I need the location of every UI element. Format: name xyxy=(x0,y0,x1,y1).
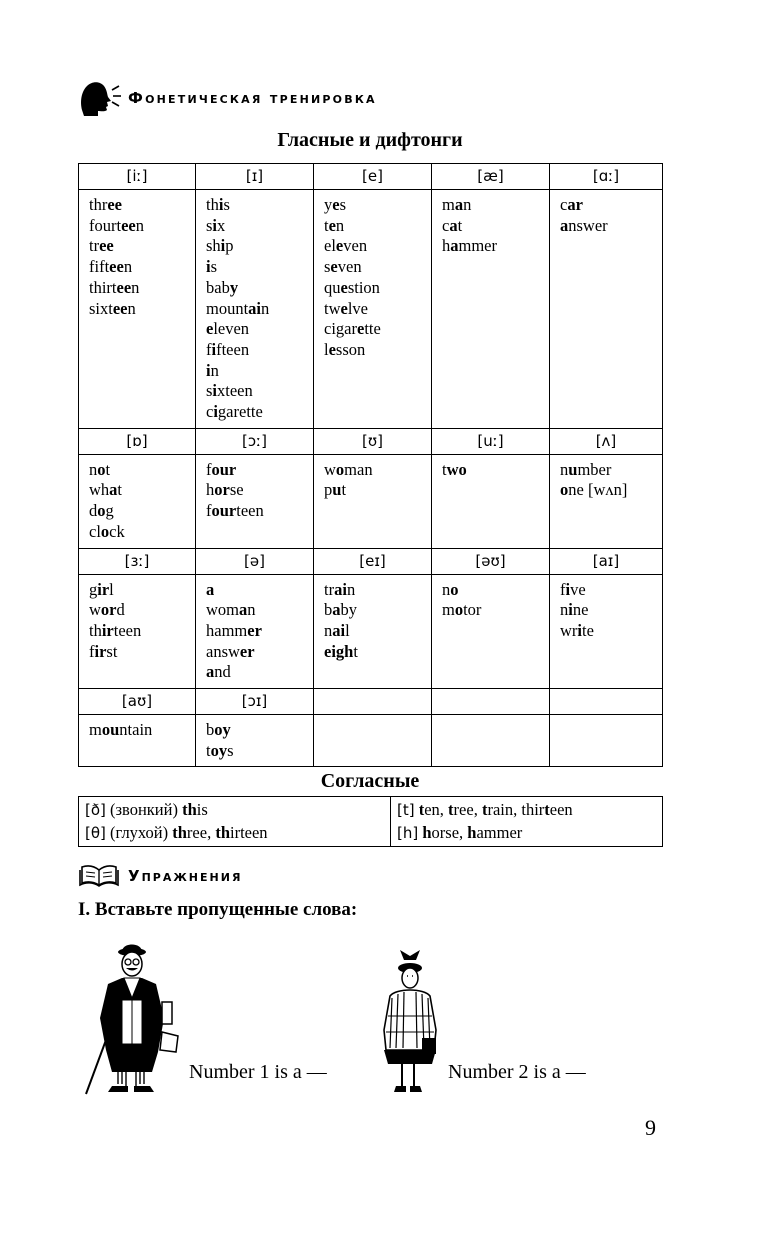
example-word: nail xyxy=(324,620,350,640)
phoneme-row xyxy=(79,689,663,715)
page-number: 9 xyxy=(645,1115,656,1140)
task-instruction: I. Вставьте пропущенные слова: xyxy=(78,899,358,920)
exercises-title: Упражнения xyxy=(128,867,243,885)
example-word: car xyxy=(560,195,583,214)
example-word: baby xyxy=(324,600,357,620)
example-word: nine xyxy=(560,600,589,620)
example-word: train xyxy=(481,800,514,819)
consonants-title: Согласные xyxy=(320,770,420,792)
example-word: baby xyxy=(206,277,239,297)
consonant-symbol: [t] xyxy=(397,801,415,819)
example-word: what xyxy=(89,480,123,500)
example-word: eight xyxy=(324,641,358,661)
phoneme-cell: [ɑː] xyxy=(550,164,663,190)
example-word: motor xyxy=(442,600,482,620)
example-word: this xyxy=(206,195,230,214)
words-cell xyxy=(79,715,196,767)
example-word: one [wʌn] xyxy=(560,480,628,500)
words-row xyxy=(79,715,663,767)
consonant-line: [ð] (звонкий) this xyxy=(85,800,208,819)
example-word: ship xyxy=(206,236,234,256)
phoneme-cell: [aʊ] xyxy=(79,689,196,715)
exercises-header xyxy=(78,862,242,890)
words-cell xyxy=(550,574,663,689)
example-word: is xyxy=(206,257,218,277)
example-word: two xyxy=(442,459,467,479)
caption-number-1: Number 1 is a — xyxy=(189,1061,327,1083)
consonants-other-cell xyxy=(391,797,663,847)
words-cell xyxy=(196,715,314,767)
example-word: question xyxy=(324,277,380,297)
section-header xyxy=(78,80,377,116)
phoneme-cell xyxy=(432,689,550,715)
example-word: lesson xyxy=(324,339,366,359)
example-word: answer xyxy=(560,215,608,235)
example-word: sixteen xyxy=(206,381,253,401)
words-cell xyxy=(432,190,550,429)
caption-number-2: Number 2 is a — xyxy=(448,1061,586,1083)
example-word: fifteen xyxy=(206,339,250,359)
phoneme-cell xyxy=(550,689,663,715)
example-word: thirteen xyxy=(521,800,573,819)
example-word: cigarette xyxy=(324,319,381,339)
consonants-voiced-cell xyxy=(79,797,391,847)
phoneme-cell: [aɪ] xyxy=(550,548,663,574)
phoneme-cell: [ɪ] xyxy=(196,164,314,190)
words-cell xyxy=(196,454,314,548)
phoneme-cell: [e] xyxy=(314,164,432,190)
example-word: put xyxy=(324,480,347,500)
example-word: clock xyxy=(89,521,125,541)
example-word: five xyxy=(560,579,586,599)
consonant-symbol: [ð] xyxy=(85,801,106,819)
phoneme-cell: [uː] xyxy=(432,428,550,454)
speaking-head-icon xyxy=(78,80,122,116)
example-word: boy xyxy=(206,720,231,740)
example-word: woman xyxy=(324,459,373,479)
consonant-line: [θ] (глухой) three, thirteen xyxy=(85,822,268,842)
phoneme-row xyxy=(79,164,663,190)
example-word: hammer xyxy=(467,822,523,842)
example-word: not xyxy=(89,459,111,479)
phoneme-cell: [iː] xyxy=(79,164,196,190)
words-cell xyxy=(314,190,432,429)
words-row xyxy=(79,190,663,429)
example-word: no xyxy=(442,579,459,599)
example-word: word xyxy=(89,600,125,620)
consonant-symbol: [h] xyxy=(397,823,419,842)
phoneme-cell: [ɜː] xyxy=(79,548,196,574)
words-cell xyxy=(79,574,196,689)
consonant-symbol: [θ] xyxy=(85,823,106,842)
example-word: ten xyxy=(418,800,440,819)
words-cell xyxy=(550,454,663,548)
words-cell xyxy=(79,190,196,429)
example-word: tree xyxy=(89,236,114,256)
example-word: horse xyxy=(422,822,460,842)
example-word: number xyxy=(560,459,612,479)
example-word: dog xyxy=(89,501,114,521)
example-word: train xyxy=(324,579,356,599)
words-cell xyxy=(196,190,314,429)
phoneme-cell: [ɒ] xyxy=(79,428,196,454)
words-cell xyxy=(432,574,550,689)
example-word: this xyxy=(182,800,208,819)
phoneme-cell: [ʌ] xyxy=(550,428,663,454)
example-word: cat xyxy=(442,215,463,235)
example-word: woman xyxy=(206,600,256,620)
phoneme-cell: [eɪ] xyxy=(314,548,432,574)
example-word: mountain xyxy=(89,720,153,740)
example-word: hammer xyxy=(206,620,262,640)
vowels-title: Гласные и дифтонги xyxy=(277,129,463,151)
phoneme-row xyxy=(79,548,663,574)
section-title: Фонетическая тренировка xyxy=(128,89,377,107)
words-cell xyxy=(432,454,550,548)
words-cell xyxy=(550,715,663,767)
example-word: yes xyxy=(324,195,346,214)
phoneme-cell: [ɔɪ] xyxy=(196,689,314,715)
lady-illustration xyxy=(376,946,442,1098)
example-word: mountain xyxy=(206,298,270,318)
consonants-row xyxy=(79,797,663,847)
open-book-icon xyxy=(78,863,120,889)
example-word: toys xyxy=(206,740,234,760)
example-word: man xyxy=(442,195,472,214)
example-word: eleven xyxy=(324,236,368,256)
example-word: girl xyxy=(89,579,114,599)
consonant-line: [t] ten, tree, train, thirteen xyxy=(397,800,573,819)
phoneme-cell: [æ] xyxy=(432,164,550,190)
words-row xyxy=(79,574,663,689)
example-word: a xyxy=(206,579,215,599)
phoneme-cell: [ə] xyxy=(196,548,314,574)
example-word: cigarette xyxy=(206,402,263,422)
consonant-line: [h] horse, hammer xyxy=(397,822,523,842)
gentleman-illustration xyxy=(78,940,184,1098)
example-word: eleven xyxy=(206,319,250,339)
words-cell xyxy=(196,574,314,689)
example-word: twelve xyxy=(324,298,368,318)
example-word: four xyxy=(206,459,237,479)
example-word: ten xyxy=(324,215,345,235)
example-word: thirteen xyxy=(89,620,142,640)
example-word: hammer xyxy=(442,236,497,256)
phoneme-cell: [ɔː] xyxy=(196,428,314,454)
example-word: three xyxy=(89,195,122,214)
example-word: fourteen xyxy=(89,215,144,235)
example-word: six xyxy=(206,215,226,235)
example-word: three xyxy=(172,822,208,842)
phoneme-cell xyxy=(314,689,432,715)
example-word: write xyxy=(560,620,594,640)
example-word: seven xyxy=(324,257,362,277)
phoneme-cell: [ʊ] xyxy=(314,428,432,454)
example-word: answer xyxy=(206,641,255,661)
example-word: and xyxy=(206,662,231,682)
example-word: horse xyxy=(206,480,244,500)
example-word: first xyxy=(89,641,118,661)
words-cell xyxy=(432,715,550,767)
phoneme-row xyxy=(79,428,663,454)
example-word: thirteen xyxy=(215,822,268,842)
phoneme-cell: [əʊ] xyxy=(432,548,550,574)
example-word: sixteen xyxy=(89,298,136,318)
words-cell xyxy=(314,454,432,548)
example-word: tree xyxy=(448,800,474,819)
example-word: fourteen xyxy=(206,501,264,521)
example-word: thirteen xyxy=(89,277,140,297)
words-cell xyxy=(79,454,196,548)
example-word: in xyxy=(206,360,219,380)
words-cell xyxy=(314,574,432,689)
words-cell xyxy=(314,715,432,767)
words-cell xyxy=(550,190,663,429)
words-row xyxy=(79,454,663,548)
example-word: fifteen xyxy=(89,257,133,277)
vowels-table xyxy=(78,163,663,767)
consonants-table xyxy=(78,796,663,847)
